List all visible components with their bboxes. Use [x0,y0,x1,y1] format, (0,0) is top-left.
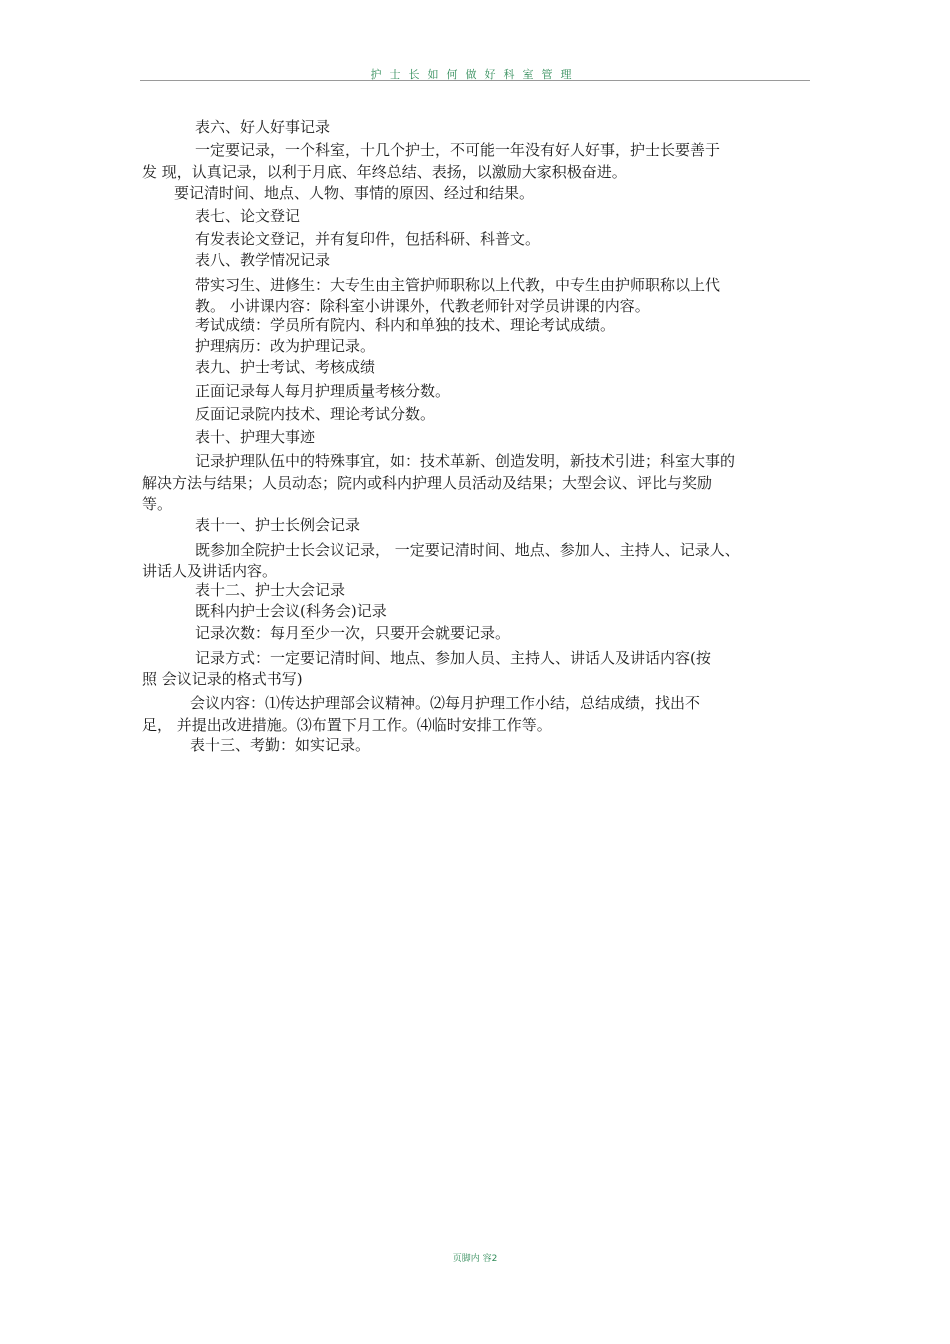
text-line: 表八、教学情况记录 [195,251,331,269]
text-line: 有发表论文登记，并有复印件，包括科研、科普文。 [195,230,541,248]
text-line: 一定要记录，一个科室，十几个护士，不可能一年没有好人好事，护士长要善于 [195,141,721,159]
text-line: 护理病历：改为护理记录。 [195,337,376,355]
page-header-title: 护士长如何做好科室管理 [370,68,580,81]
header-divider [140,80,810,81]
text-line: 解决方法与结果；人员动态；院内或科内护理人员活动及结果；大型会议、评比与奖励 [142,474,713,492]
text-line: 讲话人及讲话内容。 [142,562,278,580]
text-line: 记录次数：每月至少一次，只要开会就要记录。 [195,624,511,642]
text-line: 记录护理队伍中的特殊事宜，如：技术革新、创造发明，新技术引进；科室大事的 [195,452,736,470]
text-line: 足， 并提出改进措施。⑶布置下月工作。⑷临时安排工作等。 [142,716,552,734]
text-line: 教。 小讲课内容：除科室小讲课外，代教老师针对学员讲课的内容。 [195,297,650,315]
text-line: 表十三、考勤：如实记录。 [190,736,371,754]
text-line: 考试成绩：学员所有院内、科内和单独的技术、理论考试成绩。 [195,316,616,334]
text-line: 要记清时间、地点、人物、事情的原因、经过和结果。 [174,184,535,202]
text-line: 反面记录院内技术、理论考试分数。 [195,405,436,423]
text-line: 记录方式：一定要记清时间、地点、参加人员、主持人、讲话人及讲话内容(按 [195,649,711,667]
text-line: 等。 [142,495,173,513]
text-line: 照 会议记录的格式书写) [142,670,303,688]
text-line: 带实习生、进修生：大专生由主管护师职称以上代教，中专生由护师职称以上代 [195,276,721,294]
text-line: 既科内护士会议(科务会)记录 [195,602,387,620]
text-line: 正面记录每人每月护理质量考核分数。 [195,382,451,400]
text-line: 表七、论文登记 [195,207,301,225]
text-line: 表十一、护士长例会记录 [195,516,361,534]
text-line: 表九、护士考试、考核成绩 [195,358,376,376]
text-line: 表六、好人好事记录 [195,118,331,136]
text-line: 表十二、护士大会记录 [195,581,346,599]
text-line: 发 现，认真记录，以利于月底、年终总结、表扬，以激励大家积极奋进。 [142,163,627,181]
text-line: 既参加全院护士长会议记录， 一定要记清时间、地点、参加人、主持人、记录人、 [195,541,740,559]
text-line: 表十、护理大事迹 [195,428,316,446]
page-footer: 页脚内 容2 [452,1254,498,1264]
text-line: 会议内容：⑴传达护理部会议精神。⑵每月护理工作小结，总结成绩，找出不 [190,694,701,712]
